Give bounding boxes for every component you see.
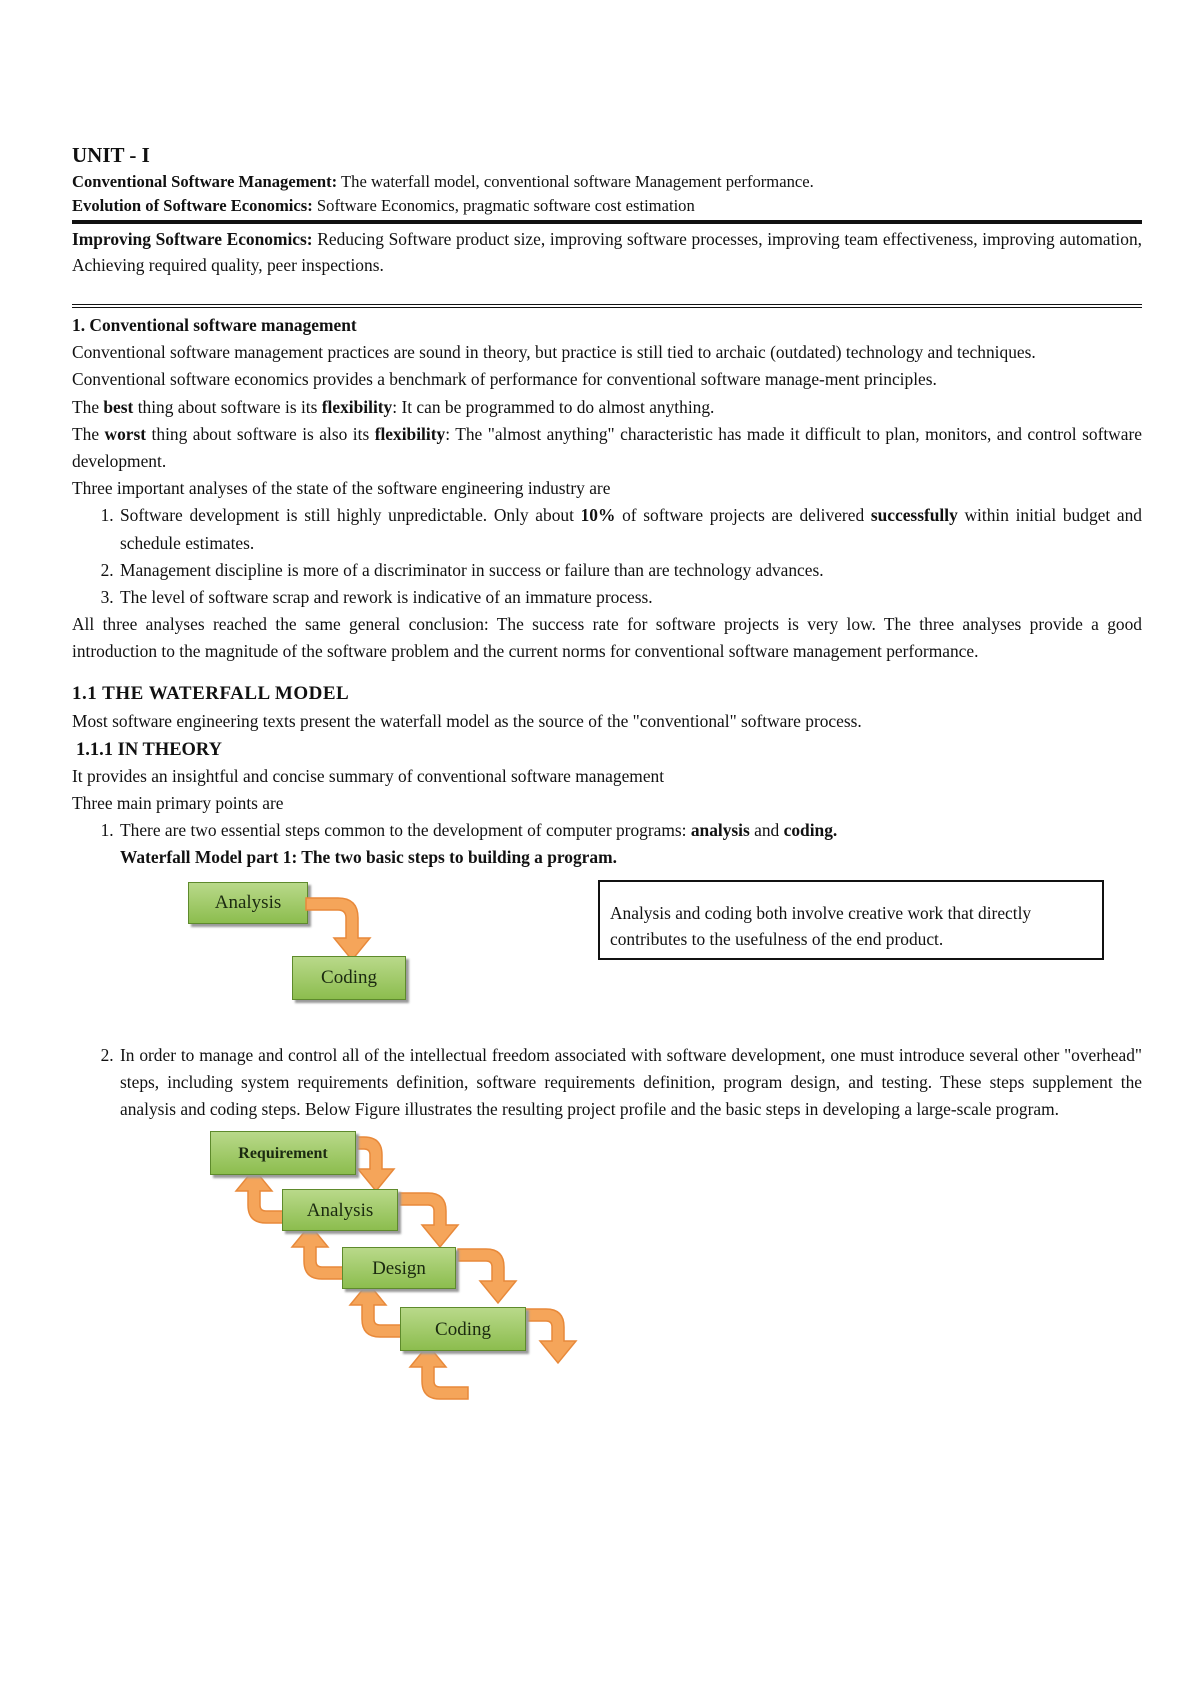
figure-2-requirement-box: Requirement: [210, 1131, 356, 1175]
list-item: [118, 817, 1142, 871]
figure-1-analysis-box: Analysis: [188, 882, 308, 924]
document-page: [72, 140, 1142, 1423]
text-span: : It can be programmed to do almost anything.: [392, 396, 715, 417]
primary-points-list-continued: [72, 1042, 1142, 1124]
text-span: thing about software is also its: [146, 423, 375, 444]
list-item: 3. The level of software scrap and rework is indicative of an immature process.: [118, 584, 1142, 611]
figure-1-arrow-icon: [302, 886, 382, 964]
figure-2-coding-box: Coding: [400, 1307, 526, 1351]
text-span: within initial budget and schedule estimates.: [120, 505, 1142, 553]
text-span: of software projects are delivered: [615, 505, 871, 526]
text-span: The: [72, 423, 105, 444]
section-1-paragraph-4: [72, 421, 1142, 475]
text-bold: 10%: [580, 505, 616, 526]
section-1-1-1-paragraph-2: Three main primary points are: [72, 793, 284, 814]
list-item: [118, 502, 1142, 556]
figure-1: [72, 872, 1142, 1042]
section-1-paragraph-5: Three important analyses of the state of the software engineering industry are: [72, 478, 611, 499]
figure-2-design-box: Design: [342, 1247, 456, 1289]
text-span: The: [72, 396, 104, 417]
header-line-2-label: Evolution of Software Economics:: [72, 196, 313, 215]
figure-2-down-arrow-icon: [456, 1241, 526, 1305]
analyses-list: [72, 502, 1142, 611]
text-span: : The "almost anything" characteristic has made it difficult to plan, monitors, and control software development.: [72, 423, 1142, 472]
section-1-paragraph-3: [72, 394, 1142, 421]
section-1-paragraph-1: Conventional software management practices are sound in theory, but practice is still tied to archaic (outdated) technology and techniques.: [72, 342, 1036, 363]
text-bold: flexibility: [321, 396, 393, 417]
text-bold: flexibility: [374, 423, 446, 444]
primary-points-list: [72, 817, 1142, 871]
figure-2-analysis-box: Analysis: [282, 1189, 398, 1231]
list-item: 2. Management discipline is more of a discriminator in success or failure than are technology advances.: [118, 557, 1142, 584]
text-span: and: [749, 820, 784, 841]
figure-1-coding-box: Coding: [292, 956, 406, 1000]
header-line-1-text: The waterfall model, conventional software Management performance.: [337, 172, 814, 191]
section-1-1-1-paragraph-1: It provides an insightful and concise summary of conventional software management: [72, 765, 665, 786]
section-1-1-title: 1.1 THE WATERFALL MODEL: [72, 682, 350, 704]
text-bold: best: [103, 396, 134, 417]
list-item: 2. In order to manage and control all of the intellectual freedom associated with software development, one must introduce several other "overhead" steps, including system requirements definition, software requirements definition, program design, and testing. These steps supplement the analysis and coding steps. Below Figure illustrates the resulting project profile and the basic steps in developing a large-scale program.: [118, 1042, 1142, 1124]
text-bold: successfully: [870, 505, 958, 526]
text-bold: analysis: [690, 820, 750, 841]
header-line-1-label: Conventional Software Management:: [72, 172, 338, 191]
section-1-1-paragraph-1: Most software engineering texts present the waterfall model as the source of the "conventional" software process.: [72, 710, 862, 731]
figure-2: [72, 1123, 1142, 1423]
header-line-2-text: Software Economics, pragmatic software cost estimation: [312, 196, 695, 215]
figure-2-down-arrow-icon: [516, 1301, 586, 1365]
text-bold: worst: [104, 423, 147, 444]
text-bold: coding.: [783, 820, 838, 841]
header-line-3-text: Reducing Software product size, improving software processes, improving team effectiveness, improving automation, Achieving required quality, peer inspections.: [72, 229, 1143, 275]
header-line-1: [72, 170, 1142, 194]
header-line-3: [72, 226, 1142, 278]
section-1-paragraph-6: All three analyses reached the same general conclusion: The success rate for software projects is very low. The three analyses provide a good introduction to the magnitude of the software problem and the current norms for conventional software management performance.: [72, 614, 1142, 662]
text-span: Software development is still highly unpredictable. Only about: [120, 505, 581, 526]
section-divider: [72, 304, 1142, 308]
header-divider: [72, 220, 1142, 224]
section-1-paragraph-2: Conventional software economics provides a benchmark of performance for conventional software manage-ment principles.: [72, 369, 937, 390]
figure-2-down-arrow-icon: [398, 1185, 468, 1249]
figure-1-note: Analysis and coding both involve creative work that directly contributes to the usefulness of the end product.: [598, 880, 1104, 960]
section-1-1-1-title: 1.1.1 IN THEORY: [76, 739, 223, 760]
section-1-title: 1. Conventional software management: [72, 315, 357, 335]
unit-title: UNIT - I: [72, 143, 150, 167]
header-line-2: [72, 194, 1142, 218]
text-span: There are two essential steps common to the development of computer programs:: [120, 820, 691, 841]
figure-1-caption: Waterfall Model part 1: The two basic steps to building a program.: [120, 847, 617, 868]
text-span: thing about software is its: [133, 396, 322, 417]
header-line-3-label: Improving Software Economics:: [72, 229, 313, 249]
